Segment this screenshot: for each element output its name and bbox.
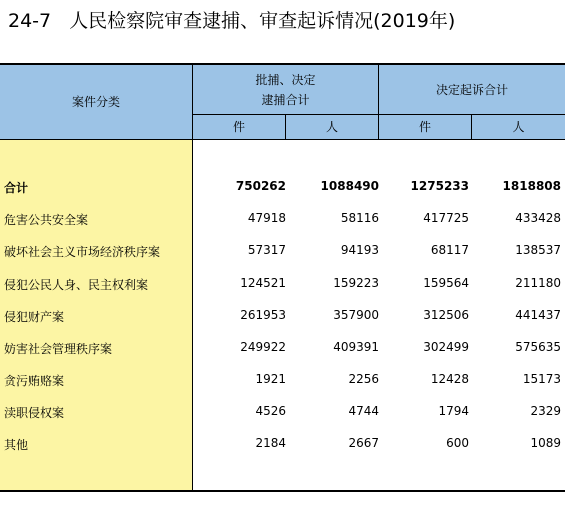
row-label: 侵犯财产案 (4, 310, 65, 324)
table-cell: 58116 (340, 211, 379, 225)
table-cell: 575635 (515, 340, 561, 354)
table-cell: 15173 (522, 372, 561, 386)
header-arrest-total (193, 65, 378, 114)
table-cell: 4526 (255, 404, 286, 418)
table-cell: 2329 (530, 404, 561, 418)
table-cell: 409391 (333, 340, 379, 354)
header-prosecution-total: 决定起诉合计 (435, 82, 508, 97)
header-category: 案件分类 (71, 95, 120, 109)
row-label: 贪污贿赂案 (4, 374, 65, 388)
row-label: 渎职侵权案 (4, 406, 65, 420)
table-cell: 261953 (240, 308, 286, 322)
table-number: 24-7 (8, 10, 52, 32)
table-cell: 124521 (240, 276, 286, 290)
table-cell: 2667 (348, 436, 379, 450)
divider-header-bottom (0, 139, 565, 140)
cell-total-1: 750262 (235, 179, 286, 193)
row-label: 其他 (4, 438, 29, 452)
table-cell: 433428 (515, 211, 561, 225)
bottom-rule (0, 490, 565, 492)
table-cell: 312506 (423, 308, 469, 322)
table-cell: 1921 (255, 372, 286, 386)
table-cell: 159223 (333, 276, 379, 290)
table-title: 人民检察院审查逮捕、审查起诉情况(2019年) (69, 10, 456, 32)
cell-total-2: 1088490 (320, 179, 379, 193)
header-sub-persons-1: 人 (325, 120, 338, 134)
table-cell: 2184 (255, 436, 286, 450)
header-sub-cases-2: 件 (418, 120, 431, 134)
table-cell: 94193 (340, 243, 379, 257)
table-cell: 302499 (423, 340, 469, 354)
table-cell: 441437 (515, 308, 561, 322)
cell-total-3: 1275233 (410, 179, 469, 193)
page-title (8, 6, 455, 33)
row-label: 侵犯公民人身、民主权利案 (4, 278, 149, 292)
row-label-total: 合计 (4, 181, 29, 195)
header-sub-cases-1: 件 (232, 120, 245, 134)
row-label: 危害公共安全案 (4, 213, 89, 227)
header-arrest-line2: 逮捕合计 (261, 92, 310, 107)
header-arrest-line1: 批捕、决定 (255, 72, 316, 87)
row-label: 妨害社会管理秩序案 (4, 342, 113, 356)
table-cell: 417725 (423, 211, 469, 225)
table-cell: 57317 (247, 243, 286, 257)
header-sub-persons-2: 人 (512, 120, 525, 134)
table-cell: 138537 (515, 243, 561, 257)
table-cell: 249922 (240, 340, 286, 354)
table-cell: 1089 (530, 436, 561, 450)
row-label: 破坏社会主义市场经济秩序案 (4, 245, 161, 259)
table-cell: 4744 (348, 404, 379, 418)
table-cell: 357900 (333, 308, 379, 322)
table-cell: 159564 (423, 276, 469, 290)
table-cell: 2256 (348, 372, 379, 386)
table-cell: 1794 (438, 404, 469, 418)
table-cell: 600 (446, 436, 469, 450)
table-cell: 12428 (430, 372, 469, 386)
table-cell: 68117 (430, 243, 469, 257)
table-cell: 47918 (247, 211, 286, 225)
table-cell: 211180 (515, 276, 561, 290)
cell-total-4: 1818808 (502, 179, 561, 193)
